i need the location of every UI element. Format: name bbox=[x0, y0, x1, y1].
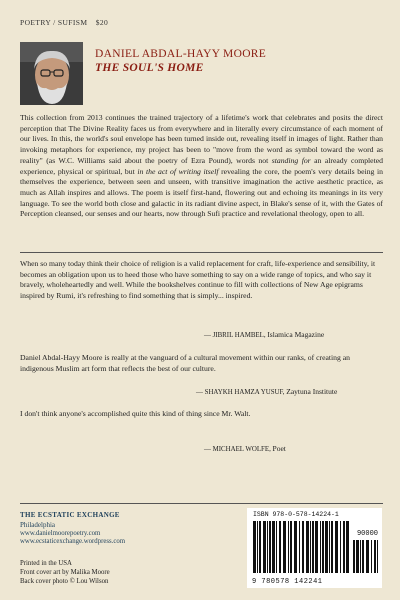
blurb-emphasis-1: standing for bbox=[271, 155, 311, 165]
praise-quote-2: Daniel Abdal-Hayy Moore is really at the vanguard of a cultural movement within our ranks, of creating an indigenous Muslim art form that reflects the best of our culture. bbox=[20, 353, 351, 373]
barcode-digits: 9 780578 142241 bbox=[252, 578, 323, 586]
publisher-name: THE ECSTATIC EXCHANGE bbox=[20, 511, 120, 519]
price-code: 90000 bbox=[356, 530, 378, 538]
price-barcode-icon bbox=[353, 540, 378, 573]
praise-author-3: — MICHAEL WOLFE, bbox=[204, 446, 271, 453]
praise-attribution-3 bbox=[204, 444, 286, 453]
praise-attribution-1 bbox=[204, 330, 324, 339]
credit-back-photo: Back cover photo © Lou Wilson bbox=[20, 578, 109, 585]
praise-quote-3: I don't think anyone's accomplished quite this kind of thing since Mr. Walt. bbox=[20, 409, 251, 418]
publisher-city: Philadelphia bbox=[20, 521, 55, 529]
blurb-emphasis-2: in the act of writing itself bbox=[137, 166, 219, 176]
book-title: THE SOUL'S HOME bbox=[95, 62, 204, 74]
blurb-part-3: revealing the core, the poem's very details being in themselves the experience, between seen and unseen, with transitive imagination the active aesthetic practice, as much as Allah inspires and allows. The poem is itself first-hand, flowering out and echoing its meanings in its very language. To see the world both close and galactic in its radiant divine aspect, in Blake's sense of it, with the Gates of Perception cleansed, our senses and our hearts, now through Sufi practice and revelational theology, open to all. bbox=[20, 166, 384, 219]
praise-source-1: Islamica Magazine bbox=[267, 330, 325, 339]
barcode-icon bbox=[253, 521, 349, 573]
author-photo bbox=[20, 42, 83, 105]
praise-source-2: Zaytuna Institute bbox=[286, 387, 338, 396]
isbn-text: ISBN 978-0-578-14224-1 bbox=[253, 511, 339, 518]
publisher-url-1: www.danielmoorepoetry.com bbox=[20, 530, 101, 537]
blurb-part-1: This collection from 2013 continues the trained trajectory of a lifetime's work that celebrates and posits the direct perception that The Divine Reality faces us from everywhere and in literally every circumstance of each moment of our lives. In this, the world's soul envelope has been turned inside out, revealing itself in images of light. Rather than invoking metaphors for experience, my project has been to "move from the word as symbol toward the word as reality" (as W.C. Williams said about the poetry of Ezra Pound), words not bbox=[20, 113, 383, 165]
category-label: POETRY / SUFISM bbox=[20, 18, 88, 27]
credit-front-cover: Front cover art by Malika Moore bbox=[20, 569, 110, 576]
divider-top bbox=[20, 252, 383, 253]
blurb-part-2: an already completed experience, physical or spiritual, but bbox=[20, 155, 383, 176]
category-line bbox=[20, 18, 108, 27]
praise-quote-1: When so many today think their choice of religion is a valid replacement for craft, life-experience and sensibility, it becomes an obligation upon us to heed those who have something to say on a wide range of topics, and who say it bravely, wholeheartedly and well. While the bookshelves continue to fill with collections of New Age epigrams inspired by Rumi, it's refreshing to find something that is simply... inspired. bbox=[20, 259, 376, 300]
praise-author-1: — JIBRIL HAMBEL, bbox=[204, 332, 266, 339]
praise-author-2: — SHAYKH HAMZA YUSUF, bbox=[196, 389, 285, 396]
author-name: DANIEL ABDAL-HAYY MOORE bbox=[95, 48, 267, 60]
barcode-panel bbox=[247, 508, 382, 588]
price-label: $20 bbox=[95, 18, 109, 27]
book-description bbox=[20, 113, 383, 220]
credit-printed: Printed in the USA bbox=[20, 560, 72, 567]
praise-source-3: Poet bbox=[272, 444, 286, 453]
praise-attribution-2 bbox=[196, 387, 337, 396]
publisher-url-2: www.ecstaticexchange.wordpress.com bbox=[20, 538, 126, 545]
divider-bottom bbox=[20, 503, 383, 504]
